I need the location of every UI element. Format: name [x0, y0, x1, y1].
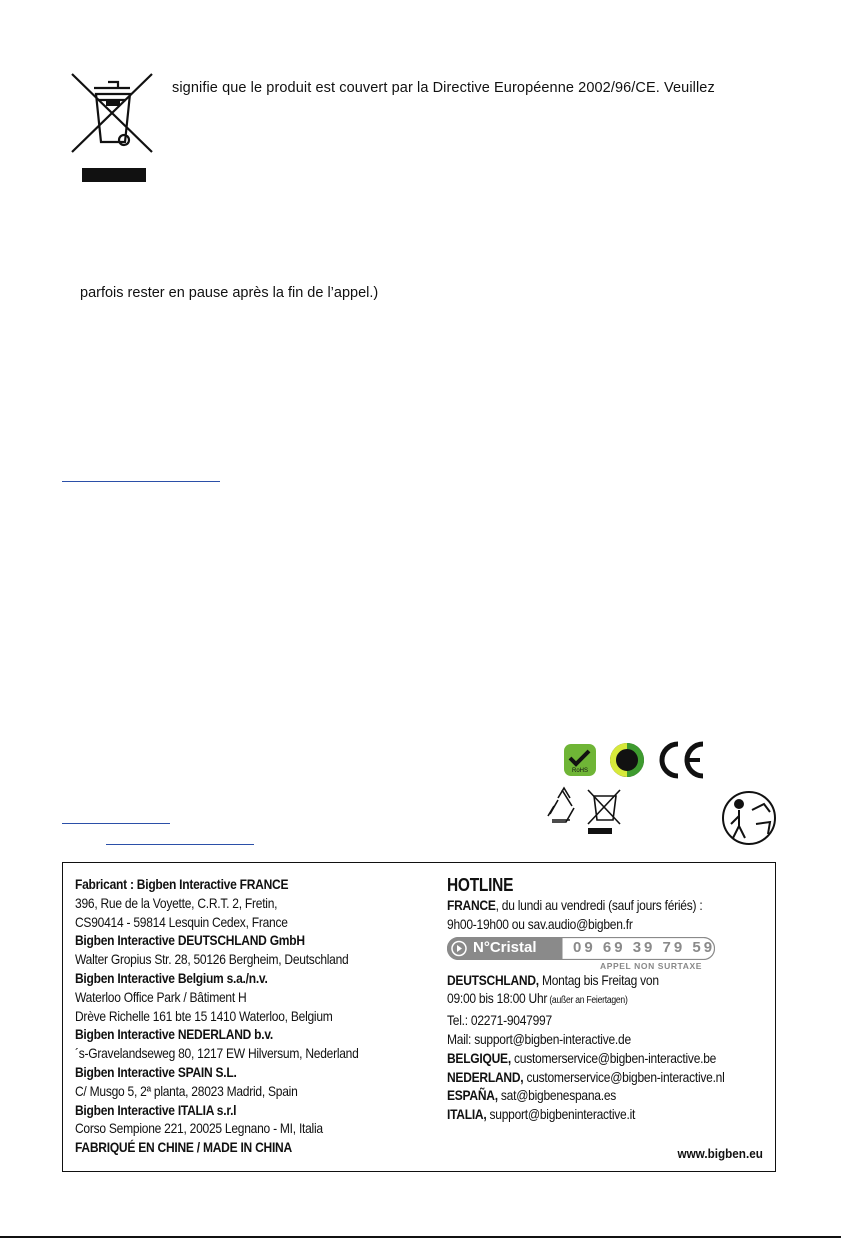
contact-info-box	[62, 862, 776, 1172]
page-bottom-rule	[0, 1236, 841, 1238]
hotline-section	[447, 875, 772, 1124]
company-name: Bigben Interactive Belgium s.a./n.v.	[75, 969, 268, 986]
it-mail: support@bigbeninteractive.it	[486, 1106, 636, 1123]
crossed-out-wheelie-bin-icon	[68, 70, 156, 184]
de-schedule: Montag bis Freitag von	[538, 971, 659, 988]
country-belgique: BELGIQUE,	[447, 1049, 511, 1066]
rohs-check-icon	[564, 744, 596, 776]
directive-text: signifie que le produit est couvert par la Directive Européenne 2002/96/CE. Veuillez	[172, 80, 715, 96]
link-underline[interactable]	[62, 481, 220, 482]
cristal-number-badge	[447, 937, 772, 971]
address-line: Walter Gropius Str. 28, 50126 Bergheim, Deutschland	[75, 951, 349, 968]
link-underline[interactable]	[62, 823, 170, 824]
crossed-out-wheelie-bin-icon	[588, 790, 620, 824]
triman-icon	[723, 792, 775, 844]
de-tel: Tel.: 02271-9047997	[447, 1012, 552, 1029]
country-italia: ITALIA,	[447, 1106, 487, 1123]
recycle-icon	[548, 788, 574, 822]
address-line: Corso Sempione 221, 20025 Legnano - MI, Italia	[75, 1120, 323, 1137]
country-france: FRANCE	[447, 897, 496, 913]
company-name: Fabricant : Bigben Interactive FRANCE	[75, 876, 289, 892]
france-hours: 9h00-19h00 ou sav.audio@bigben.fr	[447, 915, 633, 932]
address-line: C/ Musgo 5, 2ª planta, 28023 Madrid, Spain	[75, 1082, 298, 1099]
cristal-label: N°Cristal	[473, 938, 537, 956]
cristal-note: APPEL NON SURTAXE	[600, 960, 702, 971]
hotline-title: HOTLINE	[447, 875, 514, 895]
de-hours-note: (außer an Feiertagen)	[547, 995, 628, 1007]
cristal-number: 09 69 39 79 59	[573, 938, 716, 956]
company-name: Bigben Interactive DEUTSCHLAND GmbH	[75, 932, 305, 949]
address-line: Waterloo Office Park / Bâtiment H	[75, 988, 247, 1005]
company-name: FABRIQUÉ EN CHINE / MADE IN CHINA	[75, 1139, 292, 1156]
manufacturer-addresses	[75, 875, 435, 1157]
ce-mark-icon	[662, 744, 703, 776]
es-mail: sat@bigbenespana.es	[497, 1087, 617, 1104]
pause-text: parfois rester en pause après la fin de l’appel.)	[80, 285, 379, 301]
company-name: Bigben Interactive SPAIN S.L.	[75, 1063, 237, 1080]
country-espana: ESPAÑA,	[447, 1087, 498, 1104]
company-name: Bigben Interactive NEDERLAND b.v.	[75, 1026, 273, 1043]
address-line: 396, Rue de la Voyette, C.R.T. 2, Fretin,	[75, 894, 278, 911]
green-dot-icon	[610, 743, 644, 777]
website-link[interactable]: www.bigben.eu	[677, 1146, 763, 1161]
link-underline[interactable]	[106, 844, 254, 845]
address-line: CS90414 - 59814 Lesquin Cedex, France	[75, 913, 288, 930]
nl-mail: customerservice@bigben-interactive.nl	[523, 1068, 725, 1085]
svg-text:RoHS: RoHS	[571, 768, 589, 774]
be-mail: customerservice@bigben-interactive.be	[510, 1049, 717, 1066]
company-name: Bigben Interactive ITALIA s.r.l	[75, 1101, 237, 1118]
country-nederland: NEDERLAND,	[447, 1068, 524, 1085]
country-deutschland: DEUTSCHLAND,	[447, 971, 539, 988]
certification-logos	[540, 738, 790, 848]
address-line: Drève Richelle 161 bte 15 1410 Waterloo, Belgium	[75, 1007, 333, 1024]
france-schedule: , du lundi au vendredi (sauf jours fériés) :	[495, 897, 703, 913]
de-mail: Mail: support@bigben-interactive.de	[447, 1030, 631, 1047]
de-hours: 09:00 bis 18:00 Uhr	[447, 990, 548, 1007]
address-line: ´s-Gravelandseweg 80, 1217 EW Hilversum, Nederland	[75, 1045, 359, 1062]
